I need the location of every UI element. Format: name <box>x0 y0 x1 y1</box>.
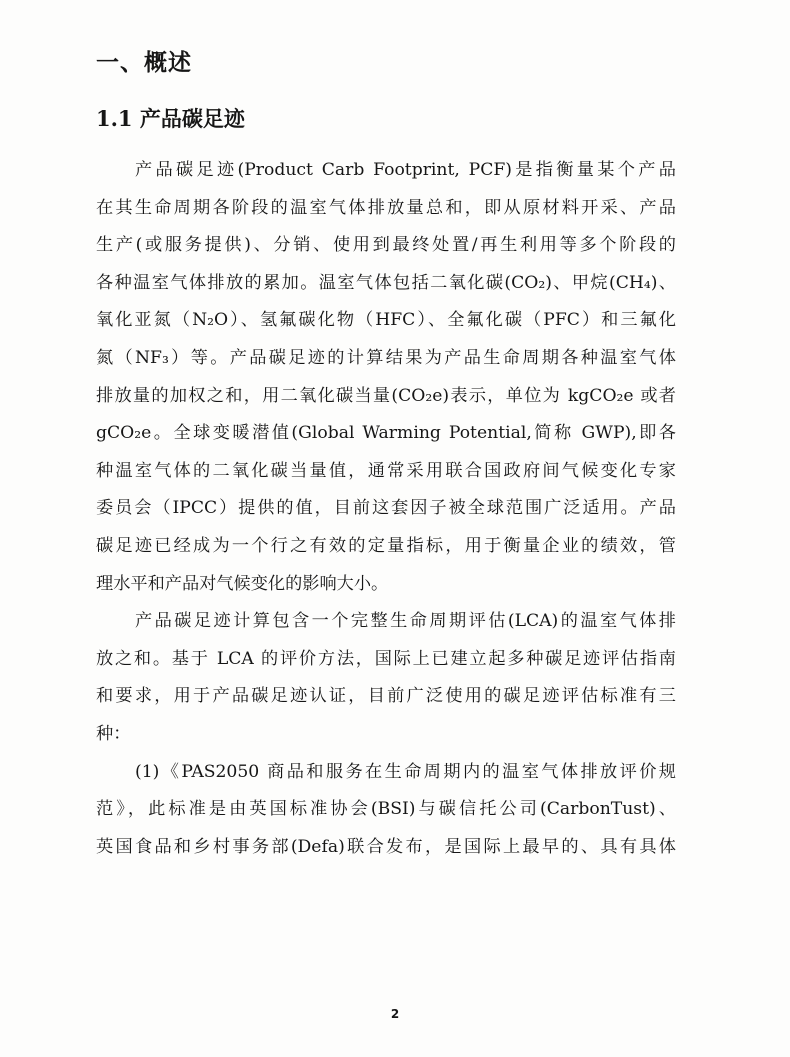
text-line: (1)《PAS2050 商品和服务在生命周期内的温室气体排放评价规 <box>135 761 676 782</box>
text-line: gCO₂e。全球变暖潜值(Global Warming Potential,简称 GWP),即各 <box>96 423 676 444</box>
chapter-heading: 一、概述 <box>96 49 192 76</box>
text-line: 氧化亚氮（N₂O）、氢氟碳化物（HFC）、全氟化碳（PFC）和三氟化 <box>96 310 676 331</box>
text-line: 种： <box>96 723 131 744</box>
text-line: 委员会（IPCC）提供的值，目前这套因子被全球范围广泛适用。产品 <box>96 498 676 519</box>
text-line: 理水平和产品对气候变化的影响大小。 <box>96 573 389 594</box>
text-line: 排放量的加权之和，用二氧化碳当量(CO₂e)表示，单位为 kgCO₂e 或者 <box>96 385 676 406</box>
section-title: 1.1 产品碳足迹 <box>96 106 245 131</box>
text-line: 产品碳足迹(Product Carb Footprint, PCF)是指衡量某个产品 <box>135 160 676 180</box>
text-line: 各种温室气体排放的累加。温室气体包括二氧化碳(CO₂)、甲烷(CH₄)、 <box>96 272 676 293</box>
page-number: 2 <box>390 1007 400 1021</box>
text-line: 在其生命周期各阶段的温室气体排放量总和，即从原材料开采、产品 <box>96 197 676 218</box>
text-line: 放之和。基于 LCA 的评价方法，国际上已建立起多种碳足迹评估指南 <box>96 648 676 669</box>
text-line: 碳足迹已经成为一个行之有效的定量指标，用于衡量企业的绩效，管 <box>96 535 676 556</box>
text-line: 范》，此标准是由英国标准协会(BSI)与碳信托公司(CarbonTust)、 <box>96 799 676 820</box>
text-line: 种温室气体的二氧化碳当量值，通常采用联合国政府间气候变化专家 <box>96 460 676 481</box>
text-line: 产品碳足迹计算包含一个完整生命周期评估(LCA)的温室气体排 <box>135 611 676 632</box>
text-line: 氮（NF₃）等。产品碳足迹的计算结果为产品生命周期各种温室气体 <box>96 347 676 368</box>
text-line: 和要求，用于产品碳足迹认证，目前广泛使用的碳足迹评估标准有三 <box>96 686 676 707</box>
body-text <box>96 152 676 866</box>
text-line: 生产(或服务提供)、分销、使用到最终处置/再生利用等多个阶段的 <box>96 235 676 256</box>
text-line: 英国食品和乡村事务部(Defa)联合发布，是国际上最早的、具有具体 <box>96 836 676 857</box>
